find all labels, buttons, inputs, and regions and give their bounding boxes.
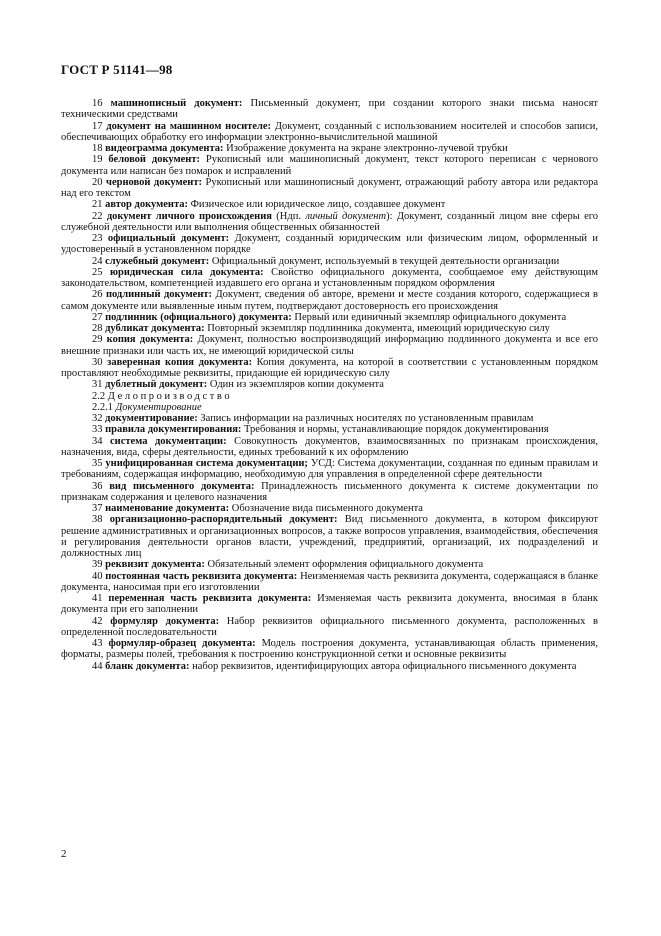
section-heading: 2.2 Делопроизводство	[92, 390, 233, 402]
term-entry: 20 черновой документ: Рукописный или машинописный документ, отражающий работу автора или редактора над его текстом	[61, 176, 599, 199]
term-entry: 23 официальный документ: Документ, созданный юридическим или физическим лицом, оформленный и удостоверенный в установленном порядке	[61, 233, 599, 256]
term-entry: 31 дублетный документ: Один из экземпляров копии документа	[92, 379, 384, 391]
term-entry: 16 машинописный документ: Письменный документ, при создании которого знаки письма наносят техническими средствами	[61, 98, 599, 121]
term-entry: 44 бланк документа: набор реквизитов, идентифицирующих автора официального письменного документа	[92, 660, 577, 672]
term-entry: 33 правила документирования: Требования и нормы, устанавливающие порядок документирования	[92, 424, 549, 436]
term-entry: 18 видеограмма документа: Изображение документа на экране электронно-лучевой трубки	[92, 143, 508, 154]
term-entry: 28 дубликат документа: Повторный экземпляр подлинника документа, имеющий юридическую силу	[92, 323, 550, 334]
document-body	[61, 98, 598, 672]
term-entry: 25 юридическая сила документа: Свойство официального документа, сообщаемое ему действующим законодательством, компетенцией издавшего его органа и установленным порядком оформления	[61, 266, 598, 289]
term-entry: 27 подлинник (официального) документа: Первый или единичный экземпляр официального документа	[92, 311, 567, 323]
term-entry: 22 документ личного происхождения (Ндп. личный документ): Документ, созданный лицом вне сферы его служебной деятельности или выполнения общественных обязанностей	[61, 210, 599, 233]
term-entry: 17 документ на машинном носителе: Документ, созданный с использованием носителей и способов записи, обеспечивающих обработку его информации электронно-вычислительной машиной	[61, 120, 599, 143]
term-entry: 32 документирование: Запись информации на различных носителях по установленным правилам	[92, 413, 534, 424]
term-entry: 34 система документации: Совокупность документов, взаимосвязанных по признакам происхождения, назначения, вида, сферы деятельности, единых требований к их оформлению	[61, 435, 599, 458]
term-entry: 19 беловой документ: Рукописный или машинописный документ, текст которого переписан с чернового документа или написан без помарок и исправлений	[61, 154, 598, 177]
term-entry: 24 служебный документ: Официальный документ, используемый в текущей деятельности организации	[92, 255, 560, 267]
term-entry: 41 переменная часть реквизита документа: Изменяемая часть реквизита документа, вносимая в бланк документа при его заполнении	[61, 593, 599, 616]
term-entry: 36 вид письменного документа: Принадлежность письменного документа к системе документации по признакам содержания и целевого назначения	[61, 480, 598, 503]
term-entry: 35 унифицированная система документации; УСД: Система документации, созданная по единым правилам и требованиям, содержащая информацию, необходимую для управления в определенной сфере деятельности	[61, 458, 599, 481]
term-entry: 38 организационно-распорядительный документ: Вид письменного документа, в котором фиксируют решение административных и организационных вопросов, а также вопросов управления, взаимодействия, обеспечения и регулирования деятельности органов власти, учреждений, предприятий, организаций, их подразделений и должностных лиц	[61, 514, 598, 559]
term-entry: 43 формуляр-образец документа: Модель построения документа, устанавливающая область применения, форматы, размеры полей, требования к построению конструкционной сетки и основные реквизиты	[61, 638, 599, 661]
term-entry: 26 подлинный документ: Документ, сведения об авторе, времени и месте создания которого, содержащиеся в самом документе или выявленные иным путем, подтверждают достоверность его происхождения	[61, 289, 599, 312]
term-entry: 39 реквизит документа: Обязательный элемент оформления официального документа	[92, 559, 484, 571]
term-entry: 21 автор документа: Физическое или юридическое лицо, создавшее документ	[92, 199, 446, 211]
term-entry: 42 формуляр документа: Набор реквизитов официального письменного документа, расположенных в определенной последовательности	[61, 615, 599, 638]
term-entry: 40 постоянная часть реквизита документа: Неизменяемая часть реквизита документа, содержащаяся в бланке документа, наносимая при его изготовлении	[61, 570, 599, 593]
page-number: 2	[61, 848, 67, 860]
standard-designation: ГОСТ Р 51141—98	[61, 62, 173, 77]
term-entry: 37 наименование документа: Обозначение вида письменного документа	[92, 503, 423, 514]
term-entry: 29 копия документа: Документ, полностью воспроизводящий информацию подлинного документа и все его внешние признаки или часть их, не имеющий юридической силы	[61, 334, 598, 357]
subsection-heading: 2.2.1 Документирование	[92, 401, 202, 413]
term-entry: 30 заверенная копия документа: Копия документа, на которой в соответствии с установленным порядком проставляют необходимые реквизиты, придающие ей юридическую силу	[61, 356, 598, 379]
